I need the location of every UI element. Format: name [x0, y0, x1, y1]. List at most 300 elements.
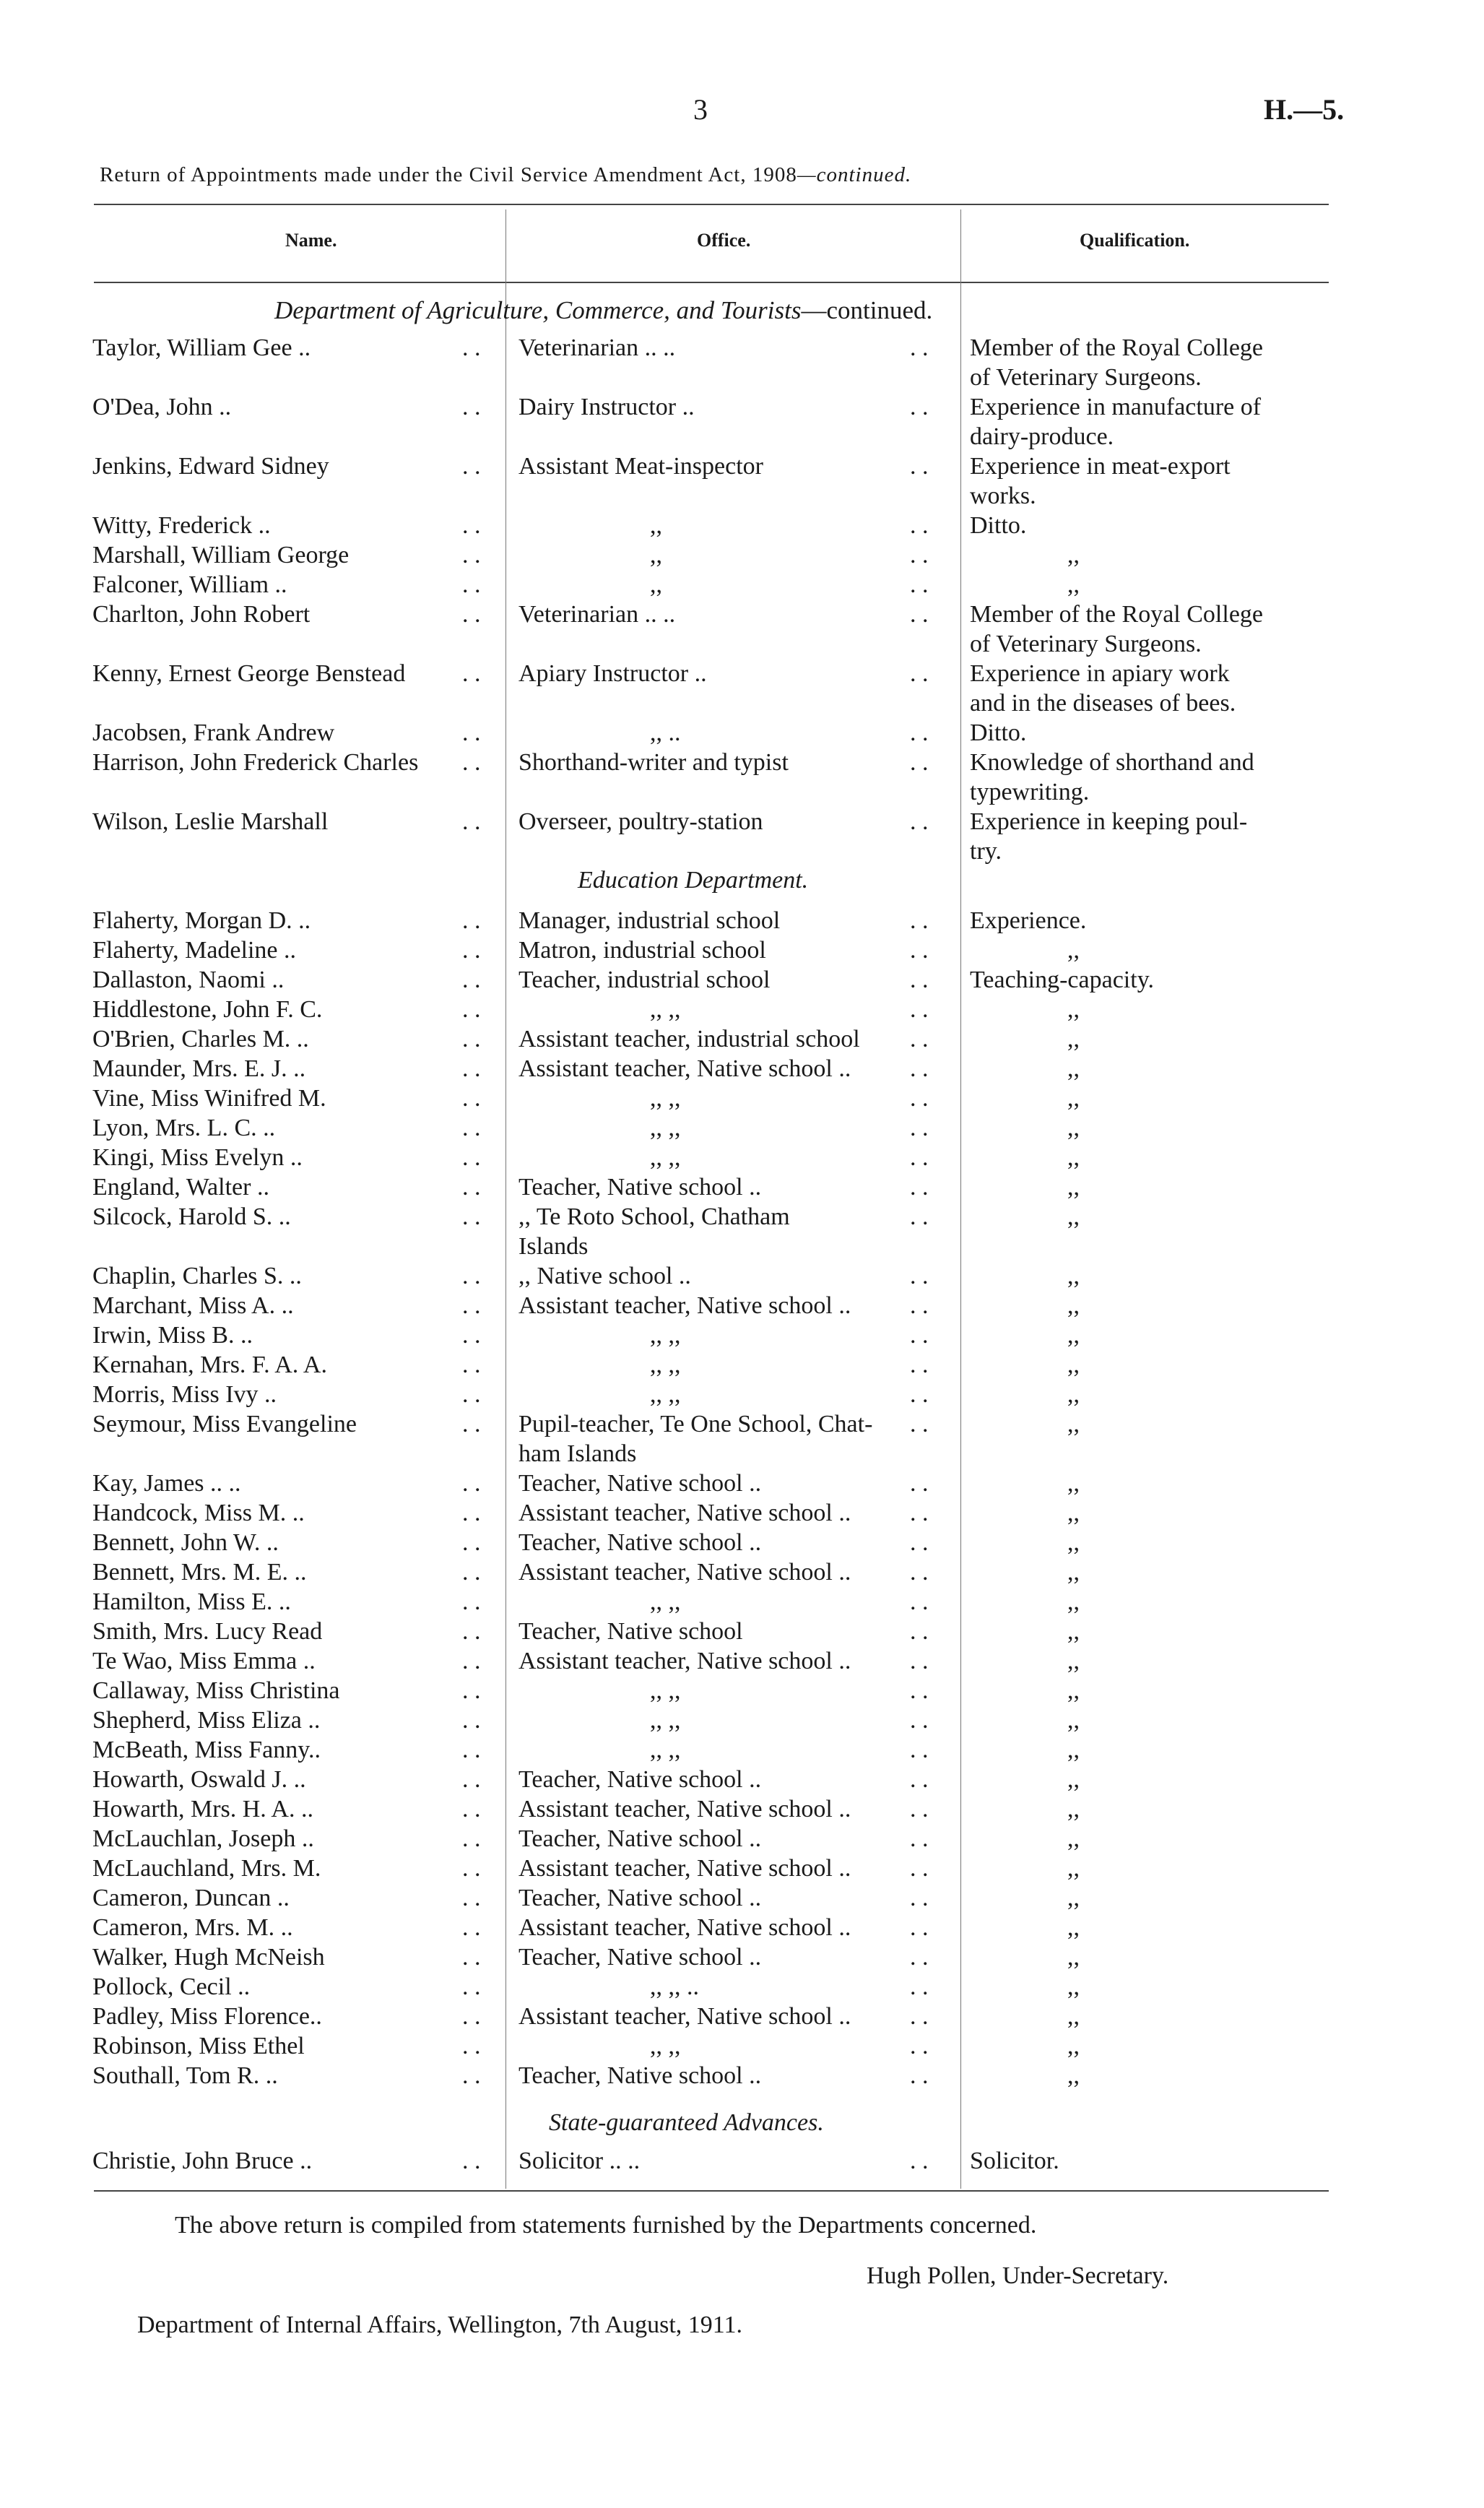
name-cell: Silcock, Harold S. ..: [92, 1203, 291, 1230]
name-cell: Chaplin, Charles S. ..: [92, 1263, 302, 1289]
leader-dots: . .: [910, 334, 929, 361]
leader-dots: . .: [462, 1411, 481, 1437]
table-row: [0, 1588, 1484, 1618]
leader-dots: . .: [910, 1203, 929, 1230]
office-cell: ,, ,,: [650, 1588, 681, 1615]
leader-dots: . .: [910, 1411, 929, 1437]
name-cell: Harrison, John Frederick Charles: [92, 749, 419, 776]
qualification-cell: ,,: [1067, 1855, 1080, 1882]
table-row: [0, 1884, 1484, 1914]
office-cell: Assistant teacher, industrial school: [518, 1026, 860, 1052]
table-row: [0, 1825, 1484, 1855]
qualification-cell: ,,: [1067, 996, 1080, 1023]
name-cell: Jenkins, Edward Sidney: [92, 453, 329, 480]
name-cell: Te Wao, Miss Emma ..: [92, 1648, 316, 1674]
name-cell: O'Brien, Charles M. ..: [92, 1026, 309, 1052]
table-row: [0, 966, 1484, 996]
title-text: Return of Appointments made under the Civil Service Amendment Act, 1908: [100, 163, 797, 186]
qualification-cell: ,,: [1067, 1677, 1080, 1704]
table-row: [0, 1262, 1484, 1292]
qualification-cell: ,,: [1067, 1737, 1080, 1763]
name-cell: Dallaston, Naomi ..: [92, 967, 285, 993]
name-cell: Falconer, William ..: [92, 571, 287, 598]
name-cell: Lyon, Mrs. L. C. ..: [92, 1115, 276, 1141]
table-row: [0, 1973, 1484, 2003]
name-cell: Bennett, Mrs. M. E. ..: [92, 1559, 307, 1586]
section-heading-advances: State-guaranteed Advances.: [549, 2109, 824, 2136]
office-cell: Dairy Instructor ..: [518, 394, 695, 420]
leader-dots: . .: [910, 1885, 929, 1911]
office-cell: Teacher, Native school ..: [518, 1885, 762, 1911]
table-row: [0, 1914, 1484, 1944]
page-number: 3: [693, 93, 708, 126]
leader-dots: . .: [910, 542, 929, 568]
name-cell: Flaherty, Morgan D. ..: [92, 907, 311, 934]
leader-dots: . .: [462, 719, 481, 746]
leader-dots: . .: [462, 907, 481, 934]
name-cell: Kingi, Miss Evelyn ..: [92, 1144, 303, 1171]
table-row: [0, 2002, 1484, 2033]
qualification-cell-continued: dairy-produce.: [970, 423, 1114, 450]
table-row: [0, 1025, 1484, 1055]
leader-dots: . .: [462, 660, 481, 687]
name-cell: O'Dea, John ..: [92, 394, 232, 420]
office-cell: Manager, industrial school: [518, 907, 781, 934]
table-row: [0, 1084, 1484, 1115]
qualification-cell: Knowledge of shorthand and: [970, 749, 1254, 776]
leader-dots: . .: [910, 1381, 929, 1408]
office-cell: ,, ,,: [650, 1115, 681, 1141]
name-cell: Pollock, Cecil ..: [92, 1973, 251, 2000]
office-cell: ,, Native school ..: [518, 1263, 691, 1289]
qualification-cell: ,,: [1067, 1085, 1080, 1112]
leader-dots: . .: [462, 1855, 481, 1882]
name-cell: Kay, James .. ..: [92, 1470, 241, 1497]
leader-dots: . .: [910, 2033, 929, 2059]
name-cell: Flaherty, Madeline ..: [92, 937, 296, 964]
table-row: [0, 808, 1484, 865]
office-cell-continued: Islands: [518, 1233, 589, 1260]
leader-dots: . .: [462, 2148, 481, 2174]
name-cell: Irwin, Miss B. ..: [92, 1322, 253, 1349]
name-cell: Witty, Frederick ..: [92, 512, 271, 539]
leader-dots: . .: [462, 1944, 481, 1971]
footer-note: The above return is compiled from statements furnished by the Departments concerned.: [175, 2212, 1037, 2239]
office-cell: Assistant Meat-inspector: [518, 453, 763, 480]
office-cell: ,, ..: [650, 719, 681, 746]
leader-dots: . .: [462, 1144, 481, 1171]
leader-dots: . .: [910, 1055, 929, 1082]
table-row: [0, 1647, 1484, 1677]
name-cell: Howarth, Mrs. H. A. ..: [92, 1796, 313, 1822]
leader-dots: . .: [462, 1085, 481, 1112]
table-row: [0, 393, 1484, 450]
section-agriculture-suffix: —continued.: [801, 296, 933, 324]
table-row: [0, 1943, 1484, 1973]
qualification-cell: ,,: [1067, 1500, 1080, 1526]
office-cell: Solicitor .. ..: [518, 2148, 641, 2174]
office-cell: Teacher, industrial school: [518, 967, 771, 993]
table-row: [0, 1173, 1484, 1203]
leader-dots: . .: [462, 1914, 481, 1941]
leader-dots: . .: [910, 907, 929, 934]
leader-dots: . .: [462, 749, 481, 776]
leader-dots: . .: [462, 1055, 481, 1082]
leader-dots: . .: [462, 1677, 481, 1704]
qualification-cell: ,,: [1067, 1529, 1080, 1556]
qualification-cell-continued: of Veterinary Surgeons.: [970, 631, 1202, 657]
table-row: [0, 2147, 1484, 2177]
leader-dots: . .: [910, 1944, 929, 1971]
table-row: [0, 334, 1484, 391]
qualification-cell: ,,: [1067, 1292, 1080, 1319]
office-cell: Veterinarian .. ..: [518, 601, 676, 628]
office-cell: Teacher, Native school ..: [518, 1174, 762, 1201]
name-cell: Jacobsen, Frank Andrew: [92, 719, 335, 746]
qualification-cell: ,,: [1067, 1973, 1080, 2000]
leader-dots: . .: [910, 1500, 929, 1526]
leader-dots: . .: [910, 1737, 929, 1763]
qualification-cell-continued: of Veterinary Surgeons.: [970, 364, 1202, 391]
leader-dots: . .: [462, 1322, 481, 1349]
name-cell: Marchant, Miss A. ..: [92, 1292, 294, 1319]
qualification-cell: Experience in manufacture of: [970, 394, 1262, 420]
qualification-cell-continued: typewriting.: [970, 779, 1090, 805]
leader-dots: . .: [910, 1648, 929, 1674]
name-cell: McLauchland, Mrs. M.: [92, 1855, 321, 1882]
table-row: [0, 1351, 1484, 1381]
table-row: [0, 1765, 1484, 1796]
leader-dots: . .: [462, 1292, 481, 1319]
leader-dots: . .: [462, 1352, 481, 1378]
office-cell: Teacher, Native school: [518, 1618, 743, 1645]
name-cell: Robinson, Miss Ethel: [92, 2033, 305, 2059]
leader-dots: . .: [462, 1381, 481, 1408]
qualification-cell: ,,: [1067, 1203, 1080, 1230]
office-cell: Matron, industrial school: [518, 937, 766, 964]
table-row: [0, 907, 1484, 937]
leader-dots: . .: [462, 1737, 481, 1763]
name-cell: Kenny, Ernest George Benstead: [92, 660, 406, 687]
name-cell: England, Walter ..: [92, 1174, 269, 1201]
name-cell: Christie, John Bruce ..: [92, 2148, 313, 2174]
name-cell: Charlton, John Robert: [92, 601, 311, 628]
leader-dots: . .: [462, 1973, 481, 2000]
leader-dots: . .: [462, 1588, 481, 1615]
leader-dots: . .: [462, 937, 481, 964]
signature: Hugh Pollen, Under-Secretary.: [867, 2262, 1169, 2289]
qualification-cell: ,,: [1067, 1796, 1080, 1822]
qualification-cell: ,,: [1067, 1144, 1080, 1171]
qualification-cell: ,,: [1067, 1263, 1080, 1289]
qualification-cell: ,,: [1067, 1648, 1080, 1674]
table-row: [0, 1499, 1484, 1529]
column-header-office: Office.: [697, 230, 751, 251]
office-cell: Assistant teacher, Native school ..: [518, 1796, 851, 1822]
office-cell: ,, Te Roto School, Chatham: [518, 1203, 790, 1230]
qualification-cell: ,,: [1067, 1026, 1080, 1052]
table-row: [0, 1528, 1484, 1559]
leader-dots: . .: [910, 1352, 929, 1378]
qualification-cell-continued: works.: [970, 483, 1036, 509]
leader-dots: . .: [910, 1677, 929, 1704]
qualification-cell: ,,: [1067, 1766, 1080, 1793]
table-row: [0, 936, 1484, 967]
leader-dots: . .: [462, 1766, 481, 1793]
qualification-cell: ,,: [1067, 937, 1080, 964]
office-cell: Teacher, Native school ..: [518, 2062, 762, 2089]
table-row: [0, 748, 1484, 805]
leader-dots: . .: [910, 719, 929, 746]
leader-dots: . .: [910, 967, 929, 993]
leader-dots: . .: [910, 1174, 929, 1201]
leader-dots: . .: [462, 1470, 481, 1497]
office-cell: Shorthand-writer and typist: [518, 749, 789, 776]
qualification-cell: ,,: [1067, 2062, 1080, 2089]
table-row: [0, 1143, 1484, 1174]
table-row: [0, 1677, 1484, 1707]
office-cell: ,, ,,: [650, 2033, 681, 2059]
table-row: [0, 1380, 1484, 1411]
qualification-cell: ,,: [1067, 542, 1080, 568]
footer-rule: [94, 2190, 1329, 2192]
office-cell: Veterinarian .. ..: [518, 334, 676, 361]
leader-dots: . .: [910, 660, 929, 687]
table-row: [0, 1114, 1484, 1144]
leader-dots: . .: [462, 2062, 481, 2089]
table-row: [0, 1617, 1484, 1648]
qualification-cell: ,,: [1067, 1322, 1080, 1349]
office-cell: Teacher, Native school ..: [518, 1766, 762, 1793]
section-heading-education: Education Department.: [578, 867, 809, 894]
leader-dots: . .: [910, 1559, 929, 1586]
table-row: [0, 1706, 1484, 1737]
office-cell: ,, ,,: [650, 1322, 681, 1349]
leader-dots: . .: [910, 1115, 929, 1141]
qualification-cell: Experience in apiary work: [970, 660, 1230, 687]
table-row: [0, 1469, 1484, 1500]
leader-dots: . .: [462, 571, 481, 598]
name-cell: Morris, Miss Ivy ..: [92, 1381, 277, 1408]
name-cell: Shepherd, Miss Eliza ..: [92, 1707, 321, 1734]
qualification-cell: ,,: [1067, 1411, 1080, 1437]
office-cell: ,, ,,: [650, 1085, 681, 1112]
leader-dots: . .: [910, 808, 929, 835]
section-agriculture-title: Department of Agriculture, Commerce, and Tourists: [274, 296, 802, 324]
document-reference: H.—5.: [1264, 93, 1345, 126]
leader-dots: . .: [462, 1203, 481, 1230]
table-row: [0, 571, 1484, 601]
qualification-cell: ,,: [1067, 1588, 1080, 1615]
qualification-cell: ,,: [1067, 1559, 1080, 1586]
leader-dots: . .: [462, 1026, 481, 1052]
leader-dots: . .: [462, 2003, 481, 2030]
leader-dots: . .: [910, 2003, 929, 2030]
qualification-cell: ,,: [1067, 1352, 1080, 1378]
qualification-cell: ,,: [1067, 1381, 1080, 1408]
leader-dots: . .: [910, 571, 929, 598]
leader-dots: . .: [910, 1292, 929, 1319]
table-row: [0, 1795, 1484, 1825]
office-cell: Assistant teacher, Native school ..: [518, 1292, 851, 1319]
section-heading-agriculture: [274, 296, 932, 325]
qualification-cell: ,,: [1067, 1707, 1080, 1734]
qualification-cell: ,,: [1067, 1174, 1080, 1201]
leader-dots: . .: [462, 394, 481, 420]
name-cell: Maunder, Mrs. E. J. ..: [92, 1055, 306, 1082]
table-row: [0, 1292, 1484, 1322]
office-cell: ,,: [650, 571, 662, 598]
qualification-cell: Ditto.: [970, 512, 1027, 539]
qualification-cell: Teaching-capacity.: [970, 967, 1154, 993]
leader-dots: . .: [462, 1559, 481, 1586]
leader-dots: . .: [462, 1707, 481, 1734]
name-cell: Wilson, Leslie Marshall: [92, 808, 329, 835]
name-cell: Kernahan, Mrs. F. A. A.: [92, 1352, 327, 1378]
qualification-cell: Member of the Royal College: [970, 334, 1264, 361]
office-cell: Teacher, Native school ..: [518, 1944, 762, 1971]
office-cell: ,,: [650, 512, 662, 539]
qualification-cell: ,,: [1067, 2003, 1080, 2030]
table-row: [0, 660, 1484, 717]
qualification-cell: ,,: [1067, 1618, 1080, 1645]
leader-dots: . .: [462, 601, 481, 628]
leader-dots: . .: [462, 1796, 481, 1822]
document-title: [100, 163, 1392, 187]
name-cell: Seymour, Miss Evangeline: [92, 1411, 357, 1437]
qualification-cell: Experience in meat-export: [970, 453, 1231, 480]
table-row: [0, 1736, 1484, 1766]
table-row: [0, 2032, 1484, 2062]
leader-dots: . .: [462, 808, 481, 835]
column-header-qualification: Qualification.: [1080, 230, 1190, 251]
office-cell: ,, ,,: [650, 1737, 681, 1763]
leader-dots: . .: [462, 1618, 481, 1645]
leader-dots: . .: [910, 394, 929, 420]
office-cell: Teacher, Native school ..: [518, 1470, 762, 1497]
name-cell: Callaway, Miss Christina: [92, 1677, 340, 1704]
leader-dots: . .: [462, 1648, 481, 1674]
leader-dots: . .: [910, 1766, 929, 1793]
leader-dots: . .: [462, 1174, 481, 1201]
name-cell: Handcock, Miss M. ..: [92, 1500, 305, 1526]
leader-dots: . .: [910, 1825, 929, 1852]
qualification-cell: ,,: [1067, 571, 1080, 598]
leader-dots: . .: [462, 1885, 481, 1911]
leader-dots: . .: [910, 1026, 929, 1052]
table-row: [0, 541, 1484, 571]
name-cell: Hamilton, Miss E. ..: [92, 1588, 291, 1615]
column-header-name: Name.: [285, 230, 337, 251]
qualification-cell: ,,: [1067, 1470, 1080, 1497]
leader-dots: . .: [910, 749, 929, 776]
leader-dots: . .: [910, 2148, 929, 2174]
name-cell: Marshall, William George: [92, 542, 350, 568]
leader-dots: . .: [910, 1263, 929, 1289]
table-row: [0, 1321, 1484, 1352]
table-row: [0, 600, 1484, 657]
leader-dots: . .: [910, 1588, 929, 1615]
qualification-cell: Experience.: [970, 907, 1087, 934]
office-cell: Assistant teacher, Native school ..: [518, 1855, 851, 1882]
qualification-cell-continued: try.: [970, 838, 1002, 865]
name-cell: Smith, Mrs. Lucy Read: [92, 1618, 323, 1645]
leader-dots: . .: [462, 1529, 481, 1556]
table-row: [0, 1558, 1484, 1588]
name-cell: Cameron, Mrs. M. ..: [92, 1914, 293, 1941]
table-row: [0, 2062, 1484, 2092]
leader-dots: . .: [910, 1085, 929, 1112]
table-row: [0, 1203, 1484, 1260]
leader-dots: . .: [462, 1500, 481, 1526]
leader-dots: . .: [910, 512, 929, 539]
table-row: [0, 1410, 1484, 1467]
office-cell: Pupil-teacher, Te One School, Chat-: [518, 1411, 873, 1437]
office-cell-continued: ham Islands: [518, 1440, 637, 1467]
qualification-cell: ,,: [1067, 1115, 1080, 1141]
leader-dots: . .: [462, 512, 481, 539]
qualification-cell: ,,: [1067, 1055, 1080, 1082]
leader-dots: . .: [910, 1529, 929, 1556]
name-cell: McBeath, Miss Fanny..: [92, 1737, 321, 1763]
leader-dots: . .: [462, 542, 481, 568]
table-row: [0, 995, 1484, 1026]
name-cell: Howarth, Oswald J. ..: [92, 1766, 306, 1793]
leader-dots: . .: [462, 1825, 481, 1852]
qualification-cell: Experience in keeping poul-: [970, 808, 1248, 835]
leader-dots: . .: [910, 2062, 929, 2089]
qualification-cell: ,,: [1067, 2033, 1080, 2059]
leader-dots: . .: [462, 967, 481, 993]
leader-dots: . .: [462, 1263, 481, 1289]
office-cell: Assistant teacher, Native school ..: [518, 1914, 851, 1941]
table-row: [0, 1854, 1484, 1885]
office-cell: Apiary Instructor ..: [518, 660, 707, 687]
office-cell: ,, ,, ..: [650, 1973, 699, 2000]
leader-dots: . .: [462, 1115, 481, 1141]
office-cell: Overseer, poultry-station: [518, 808, 763, 835]
name-cell: Vine, Miss Winifred M.: [92, 1085, 326, 1112]
leader-dots: . .: [910, 1707, 929, 1734]
office-cell: ,, ,,: [650, 996, 681, 1023]
qualification-cell: ,,: [1067, 1825, 1080, 1852]
leader-dots: . .: [910, 1796, 929, 1822]
leader-dots: . .: [910, 937, 929, 964]
header-bottom-rule: [94, 282, 1329, 283]
header-top-rule: [94, 204, 1329, 205]
leader-dots: . .: [910, 1855, 929, 1882]
qualification-cell: Member of the Royal College: [970, 601, 1264, 628]
leader-dots: . .: [910, 1322, 929, 1349]
name-cell: Padley, Miss Florence..: [92, 2003, 322, 2030]
qualification-cell: ,,: [1067, 1885, 1080, 1911]
leader-dots: . .: [462, 453, 481, 480]
leader-dots: . .: [462, 334, 481, 361]
office-cell: ,, ,,: [650, 1381, 681, 1408]
name-cell: Hiddlestone, John F. C.: [92, 996, 323, 1023]
office-cell: Teacher, Native school ..: [518, 1529, 762, 1556]
leader-dots: . .: [910, 1618, 929, 1645]
table-row: [0, 511, 1484, 542]
office-cell: ,, ,,: [650, 1352, 681, 1378]
name-cell: McLauchlan, Joseph ..: [92, 1825, 314, 1852]
qualification-cell: Ditto.: [970, 719, 1027, 746]
qualification-cell-continued: and in the diseases of bees.: [970, 690, 1236, 717]
office-cell: Assistant teacher, Native school ..: [518, 1559, 851, 1586]
office-cell: ,,: [650, 542, 662, 568]
name-cell: Walker, Hugh McNeish: [92, 1944, 325, 1971]
table-row: [0, 452, 1484, 509]
